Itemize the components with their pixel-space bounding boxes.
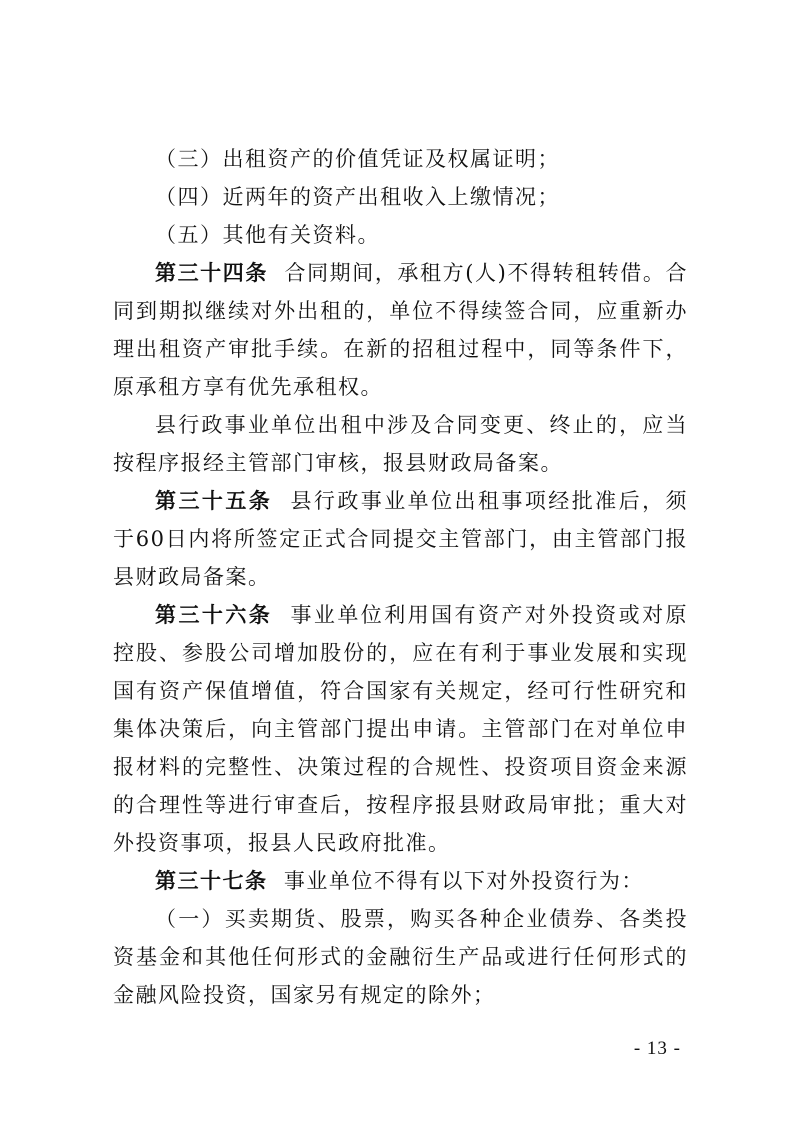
list-item-3: （三）出租资产的价值凭证及权属证明； xyxy=(155,147,560,171)
article-36 xyxy=(113,596,688,862)
article-37-item-1: （一）买卖期货、股票，购买各种企业债券、各类投资基金和其他任何形式的金融衍生产品或进行任何形式的金融风险投资，国家另有规定的除外； xyxy=(113,907,688,1007)
article-35-text: 县行政事业单位出租事项经批准后，须于60日内将所签定正式合同提交主管部门，由主管部门报县财政局备案。 xyxy=(113,489,689,589)
article-34-text: 合同期间，承租方(人)不得转租转借。合同到期拟继续对外出租的，单位不得续签合同，应重新办理出租资产审批手续。在新的招租过程中，同等条件下，原承租方享有优先承租权。 xyxy=(113,261,688,399)
article-37 xyxy=(113,862,688,900)
document-body xyxy=(113,140,688,1014)
article-36-text: 事业单位利用国有资产对外投资或对原控股、参股公司增加股份的，应在有利于事业发展和实现国有资产保值增值，符合国家有关规定，经可行性研究和集体决策后，向主管部门提出申请。主管部门在对单位申报材料的完整性、决策过程的合规性、投资项目资金来源的合理性等进行审查后，按程序报县财政局审批；重大对外投资事项，报县人民政府批准。 xyxy=(113,603,689,855)
page-number: - 13 - xyxy=(633,1038,681,1059)
article-34 xyxy=(113,254,688,406)
article-37-text: 事业单位不得有以下对外投资行为： xyxy=(283,869,644,893)
article-34-paragraph-2: 县行政事业单位出租中涉及合同变更、终止的，应当按程序报经主管部门审核，报县财政局备案。 xyxy=(113,413,688,475)
list-item-4: （四）近两年的资产出租收入上缴情况； xyxy=(155,185,560,209)
article-36-number: 第三十六条 xyxy=(155,603,273,627)
list-item-5: （五）其他有关资料。 xyxy=(155,223,380,247)
article-37-number: 第三十七条 xyxy=(155,869,268,893)
article-34-number: 第三十四条 xyxy=(155,261,268,285)
article-35-number: 第三十五条 xyxy=(155,489,273,513)
article-35 xyxy=(113,482,688,596)
